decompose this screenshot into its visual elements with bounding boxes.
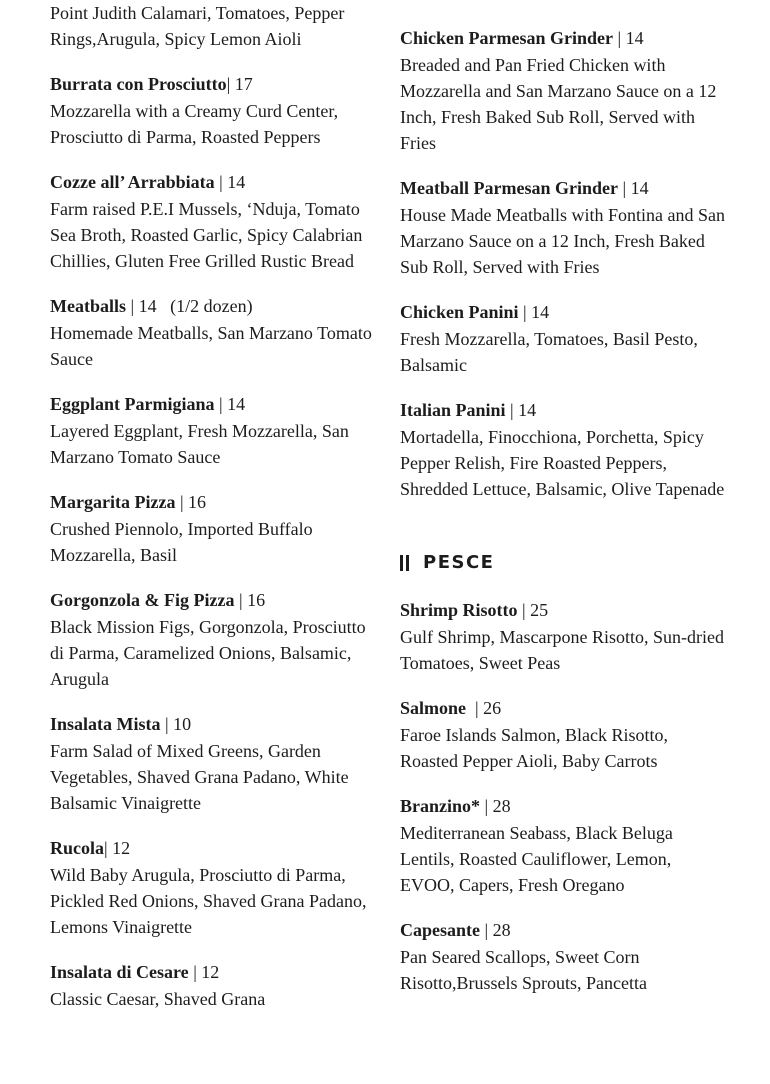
menu-item-chicken-parmesan-grinder: [400, 24, 730, 156]
item-price: | 28: [480, 920, 511, 940]
menu-item-italian-panini: [400, 396, 730, 502]
menu-item-chicken-panini: [400, 298, 730, 378]
item-price: | 12: [188, 962, 220, 982]
item-description: Breaded and Pan Fried Chicken with Mozzarella and San Marzano Sauce on a 12 Inch, Fresh Baked Sub Roll, Served with Fries: [400, 55, 717, 153]
section-bars-icon: [400, 555, 409, 571]
menu-item-eggplant: [50, 390, 380, 470]
item-name: Meatballs: [50, 296, 126, 316]
item-name: Meatball Parmesan Grinder: [400, 178, 618, 198]
item-description: House Made Meatballs with Fontina and San Marzano Sauce on a 12 Inch, Fresh Baked Sub Roll, Served with Fries: [400, 205, 725, 277]
item-description: Layered Eggplant, Fresh Mozzarella, San Marzano Tomato Sauce: [50, 421, 349, 467]
item-price: | 14 (1/2 dozen): [126, 296, 253, 316]
menu-item-meatballs: [50, 292, 380, 372]
item-price: | 14: [214, 394, 246, 414]
item-price: | 26: [466, 698, 502, 718]
menu-item-margarita-pizza: [50, 488, 380, 568]
item-name: Chicken Parmesan Grinder: [400, 28, 613, 48]
item-name: Margarita Pizza: [50, 492, 176, 512]
item-price: | 14: [214, 172, 246, 192]
item-name: Insalata di Cesare: [50, 962, 189, 982]
item-description: Wild Baby Arugula, Prosciutto di Parma, Pickled Red Onions, Shaved Grana Padano, Lemons Vinaigrette: [50, 865, 367, 937]
menu-item-branzino: [400, 792, 730, 898]
menu-item-gorgonzola-fig-pizza: [50, 586, 380, 692]
item-description: Pan Seared Scallops, Sweet Corn Risotto,Brussels Sprouts, Pancetta: [400, 947, 647, 993]
item-description: Mozzarella with a Creamy Curd Center, Prosciutto di Parma, Roasted Peppers: [50, 101, 339, 147]
menu-item-burrata: [50, 70, 380, 150]
item-name: Chicken Panini: [400, 302, 519, 322]
item-description: Black Mission Figs, Gorgonzola, Prosciutto di Parma, Caramelized Onions, Balsamic, Arugula: [50, 617, 366, 689]
item-description: Faroe Islands Salmon, Black Risotto, Roasted Pepper Aioli, Baby Carrots: [400, 725, 668, 771]
item-name: Shrimp Risotto: [400, 600, 518, 620]
item-price: | 16: [175, 492, 207, 512]
item-price: | 16: [234, 590, 266, 610]
item-price: | 25: [517, 600, 549, 620]
item-price: | 28: [480, 796, 511, 816]
item-price: | 14: [613, 28, 644, 48]
item-description: Fresh Mozzarella, Tomatoes, Basil Pesto, Balsamic: [400, 329, 698, 375]
menu-item-shrimp-risotto: [400, 596, 730, 676]
item-price: | 10: [160, 714, 192, 734]
calamari-description: Point Judith Calamari, Tomatoes, Pepper Rings,Arugula, Spicy Lemon Aioli: [50, 3, 345, 49]
item-description: Mediterranean Seabass, Black Beluga Lentils, Roasted Cauliflower, Lemon, EVOO, Capers, Fresh Oregano: [400, 823, 673, 895]
section-heading-pesce: [400, 548, 730, 578]
item-price: | 17: [226, 74, 253, 94]
item-description: Crushed Piennolo, Imported Buffalo Mozzarella, Basil: [50, 519, 313, 565]
item-description: Farm Salad of Mixed Greens, Garden Vegetables, Shaved Grana Padano, White Balsamic Vinaigrette: [50, 741, 349, 813]
item-name: Salmone: [400, 698, 467, 718]
menu-item-salmone: [400, 694, 730, 774]
item-name: Capesante: [400, 920, 480, 940]
item-name: Branzino*: [400, 796, 481, 816]
item-name: Burrata con Prosciutto: [50, 74, 227, 94]
item-description: Homemade Meatballs, San Marzano Tomato Sauce: [50, 323, 372, 369]
item-name: Cozze all’ Arrabbiata: [50, 172, 215, 192]
item-description: Farm raised P.E.I Mussels, ‘Nduja, Tomato Sea Broth, Roasted Garlic, Spicy Calabrian Chillies, Gluten Free Grilled Rustic Bread: [50, 199, 363, 271]
menu-item-cozze: [50, 168, 380, 274]
menu-column-left: [50, 0, 380, 1012]
item-description: Mortadella, Finocchiona, Porchetta, Spicy Pepper Relish, Fire Roasted Peppers, Shredded Lettuce, Balsamic, Olive Tapenade: [400, 427, 725, 499]
item-price: | 14: [617, 178, 649, 198]
item-price: | 12: [104, 838, 131, 858]
menu-item-insalata-mista: [50, 710, 380, 816]
menu-item-insalata-di-cesare: [50, 958, 380, 1012]
section-heading-label: PESCE: [423, 552, 495, 573]
menu-column-right: [400, 0, 730, 996]
item-name: Eggplant Parmigiana: [50, 394, 215, 414]
item-name: Insalata Mista: [50, 714, 161, 734]
item-price: | 14: [518, 302, 550, 322]
item-description: Gulf Shrimp, Mascarpone Risotto, Sun-dried Tomatoes, Sweet Peas: [400, 627, 724, 673]
item-price: | 14: [505, 400, 537, 420]
menu-item-rucola: [50, 834, 380, 940]
item-name: Rucola: [50, 838, 104, 858]
item-name: Gorgonzola & Fig Pizza: [50, 590, 235, 610]
menu-item-capesante: [400, 916, 730, 996]
menu-item-meatball-parmesan-grinder: [400, 174, 730, 280]
item-description: Classic Caesar, Shaved Grana: [50, 989, 266, 1009]
item-name: Italian Panini: [400, 400, 506, 420]
